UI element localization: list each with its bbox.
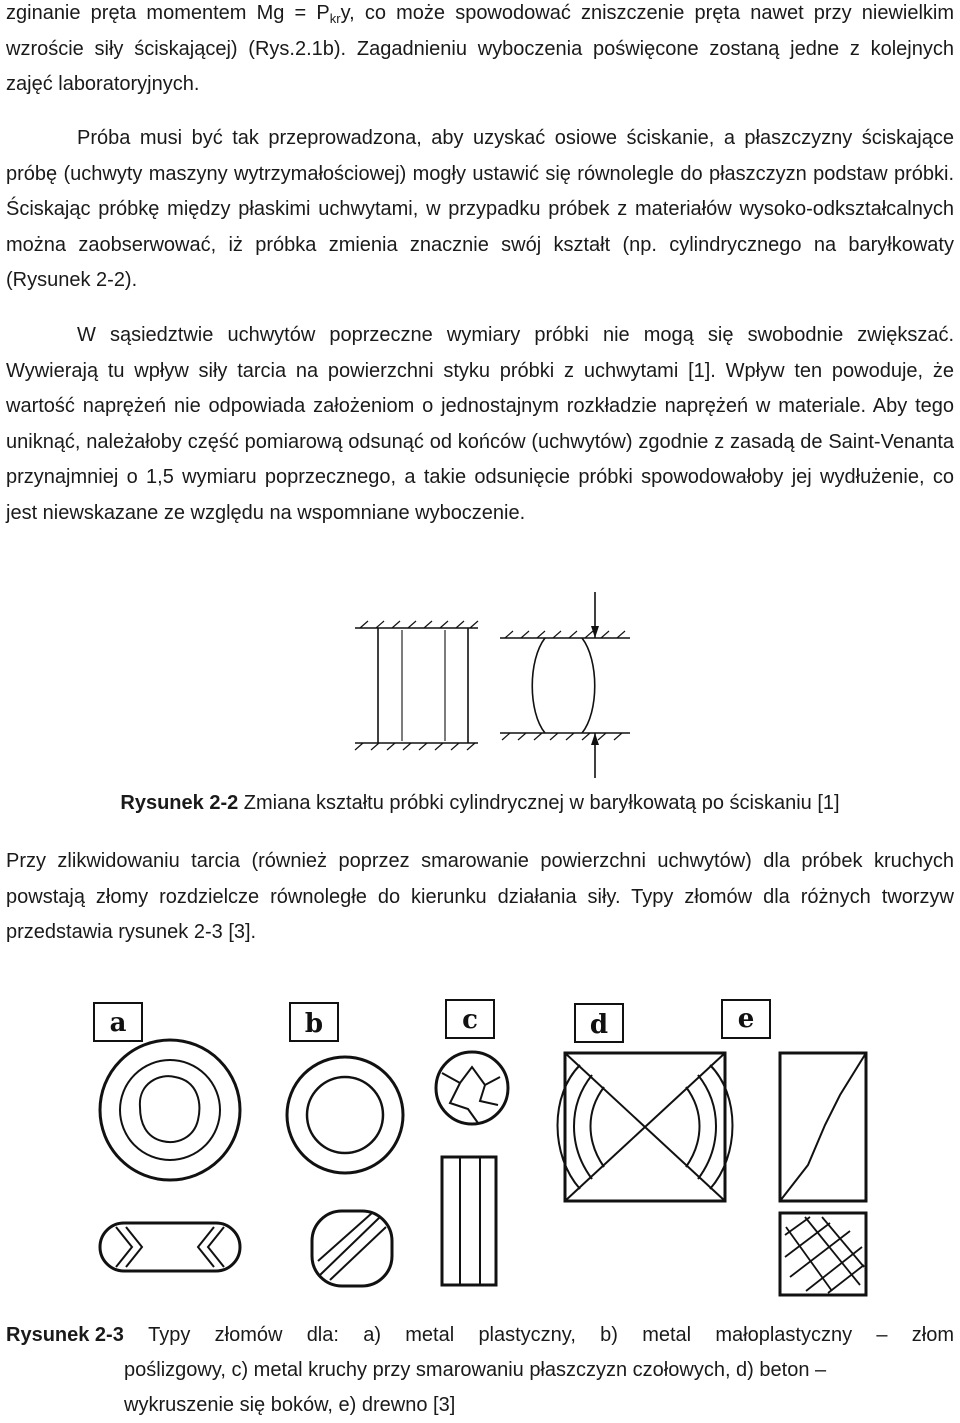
caption-word: dla: bbox=[306, 1324, 339, 1346]
right-top-hatching bbox=[505, 631, 625, 638]
b-side-view bbox=[312, 1211, 392, 1286]
e-shear-line bbox=[780, 1053, 866, 1201]
left-bottom-hatching bbox=[355, 743, 475, 750]
caption-word: a) bbox=[363, 1324, 381, 1346]
paragraph-2: Próba musi być tak przeprowadzona, aby uzyskać osiowe ściskanie, a płaszczyzny ściskające próbę (uchwyty maszyny wytrzymałościowej) mogły ustawić się równolegle do płaszczyzn podstaw próbki. Ściskając próbkę między płaskimi uchwytami, w przypadku próbek z materiałów wysoko-odkształcalnych można zaobserwować, iż próbka zmienia znacznie swój kształt (np. cylindrycznego na baryłkowaty (Rysunek 2-2). bbox=[6, 127, 954, 291]
figure-2-3-caption-line-1 bbox=[6, 1318, 954, 1353]
caption-word: metal bbox=[405, 1324, 455, 1346]
a-side-view bbox=[100, 1223, 240, 1271]
figure-2-2-barreling-diagram bbox=[340, 590, 640, 780]
letter-e: e bbox=[737, 1004, 755, 1034]
b-outer-circle bbox=[287, 1057, 403, 1173]
paragraph-1-rest: y, co może spowodować zniszczenie pręta nawet przy niewielkim wzroście siły ściskającej) (Rys.2.1b). Zagadnieniu wyboczenia poświęcone zostaną jedne z kolejnych zajęć laboratoryjnych. bbox=[6, 2, 955, 95]
a-inner-core bbox=[140, 1076, 199, 1142]
caption-word: Typy bbox=[148, 1324, 191, 1346]
figure-2-3-label: Rysunek 2-3 bbox=[6, 1324, 124, 1346]
d-cone-right bbox=[645, 1053, 725, 1201]
barrel-right-side bbox=[582, 638, 595, 733]
paragraph-4: Przy zlikwidowaniu tarcia (również poprzez smarowanie powierzchni uchwytów) dla próbek kruchych powstają złomy rozdzielcze równoległe do kierunku działania siły. Typy złomów dla różnych tworzyw przedstawia rysunek 2-3 [3]. bbox=[6, 850, 954, 943]
c-cracks bbox=[442, 1067, 500, 1085]
b-inner-circle bbox=[307, 1077, 383, 1153]
figure-2-3-caption bbox=[6, 1318, 954, 1423]
paragraph-1 bbox=[6, 0, 954, 103]
paragraph-1-start: zginanie pręta momentem Mg = P bbox=[6, 2, 330, 24]
e-grain-lines bbox=[785, 1217, 864, 1293]
left-top-hatching bbox=[360, 621, 478, 628]
figure-2-2-label: Rysunek 2-2 bbox=[120, 792, 239, 814]
caption-word: plastyczny, bbox=[478, 1324, 576, 1346]
caption-word: b) bbox=[600, 1324, 618, 1346]
letter-a: a bbox=[109, 1008, 127, 1038]
caption-word: metal bbox=[642, 1324, 692, 1346]
letter-d: d bbox=[589, 1010, 609, 1040]
letter-c: c bbox=[462, 1005, 478, 1035]
b-shear-line bbox=[320, 1217, 380, 1275]
caption-word: złom bbox=[911, 1324, 954, 1346]
caption-word: złomów bbox=[214, 1324, 283, 1346]
paragraph-3: W sąsiedztwie uchwytów poprzeczne wymiary próbki nie mogą się swobodnie zwiększać. Wywierają tu wpływ siły tarcia na powierzchni styku próbki z uchwytami [1]. Wpływ ten powoduje, że wartość naprężeń nie odpowiada założeniom o jednostajnym rozkładzie naprężeń w materiale. Aby tego uniknąć, należałoby część pomiarową odsunąć od końców (uchwytów) zgodnie z zasadą de Saint-Venanta przynajmniej o 1,5 wymiaru poprzecznego, a takie odsunięcie próbki spowodowałoby jej wydłużenie, co jest niewskazane ze względu na wspomniane wyboczenie. bbox=[6, 324, 954, 524]
force-arrow-bottom bbox=[591, 733, 599, 745]
figure-2-2-caption bbox=[0, 792, 960, 815]
caption-word: małoplastyczny bbox=[715, 1324, 853, 1346]
subscript-kr: kr bbox=[329, 11, 341, 26]
letter-b: b bbox=[304, 1009, 324, 1039]
c-side-view bbox=[442, 1157, 496, 1285]
figure-2-3-fracture-types bbox=[80, 995, 880, 1300]
right-bottom-hatching bbox=[502, 733, 622, 740]
figure-2-2-caption-text: Zmiana kształtu próbki cylindrycznej w baryłkowatą po ściskaniu [1] bbox=[238, 792, 840, 814]
a-middle-circle bbox=[120, 1060, 220, 1160]
figure-2-3-caption-line-3: wykruszenie się boków, e) drewno [3] bbox=[124, 1394, 456, 1416]
figure-2-3-caption-line-2: poślizgowy, c) metal kruchy przy smarowaniu płaszczyzn czołowych, d) beton – bbox=[124, 1359, 827, 1381]
caption-word: – bbox=[876, 1324, 888, 1346]
barrel-left-side bbox=[532, 638, 545, 733]
d-cone-left bbox=[565, 1053, 645, 1201]
